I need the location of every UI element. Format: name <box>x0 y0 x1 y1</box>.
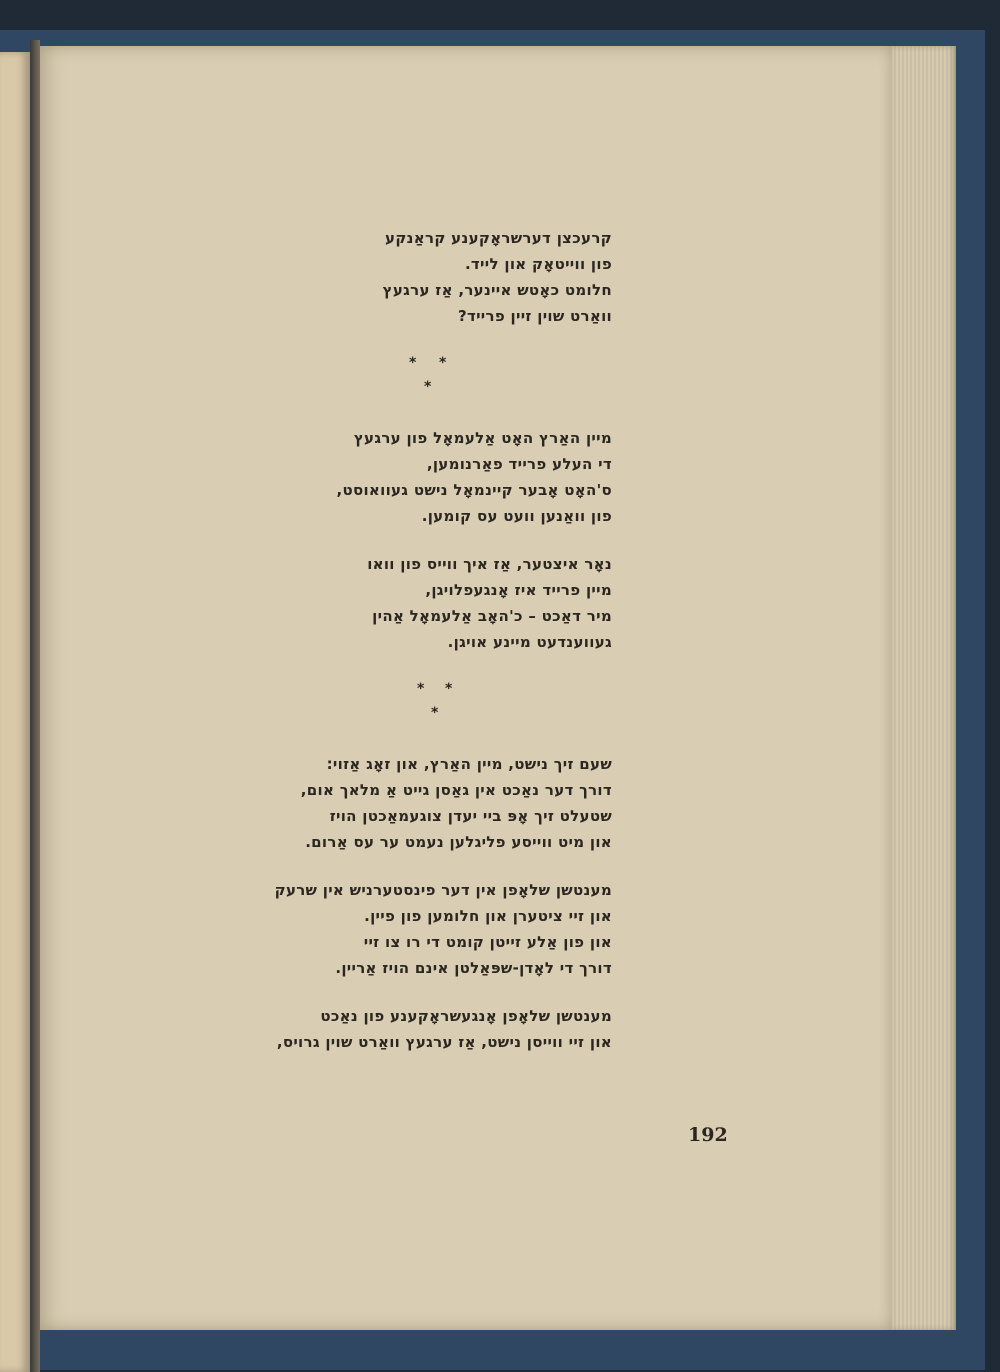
stanza <box>215 551 612 655</box>
poem-line: די העלע פרייד פאַרנומען, <box>426 455 612 473</box>
page-number: 192 <box>688 1124 728 1146</box>
separator-star: * <box>409 355 417 371</box>
separator-star: * <box>431 705 439 721</box>
poem-line: און זיי ציטערן און חלומען פון פיין. <box>364 907 612 925</box>
section-separator <box>215 349 612 425</box>
poem-line: שטעלט זיך אָפּ ביי יעדן צוגעמאַכטן הויז <box>329 807 612 825</box>
poem-line: געווענדעט מיינע אויגן. <box>447 633 612 651</box>
book-gutter <box>30 40 40 1372</box>
separator-star: * <box>424 379 432 395</box>
poem-line: דורך דער נאַכט אין גאַסן גייט אַ מלאך אום, <box>300 781 612 799</box>
poem-line: פון וואַנען וועט עס קומען. <box>421 507 612 525</box>
poem-line: מיר דאַכט – כ'האָב אַלעמאָל אַהין <box>372 607 612 625</box>
poem-line: און זיי ווייסן נישט, אַז ערגעץ וואַרט שוין גרויס, <box>276 1033 612 1051</box>
poem-line: פון ווייטאָק און לייד. <box>464 255 612 273</box>
poem-text <box>215 225 612 1055</box>
poem-line: וואַרט שוין זיין פרייד? <box>457 307 612 325</box>
poem-line: און מיט ווייסע פליגלען נעמט ער עס אַרום. <box>305 833 612 851</box>
poem-line: חלומט כאָטש איינער, אַז ערגעץ <box>382 281 612 299</box>
poem-line: ס'האָט אָבער קיינמאָל נישט געוואוסט, <box>336 481 612 499</box>
separator-star: * <box>439 355 447 371</box>
poem-line: מיין פרייד איז אָנגעפלויגן, <box>425 581 612 599</box>
poem-line: מענטשן שלאָפן אָנגעשראָקענע פון נאַכט <box>320 1007 612 1025</box>
stanza <box>215 877 612 981</box>
stanza <box>215 225 612 329</box>
stanza <box>215 751 612 855</box>
stanza <box>215 425 612 529</box>
poem-line: און פון אַלע זייטן קומט די רו צו זיי <box>363 933 612 951</box>
poem-line: מיין האַרץ האָט אַלעמאָל פון ערגעץ <box>353 429 612 447</box>
separator-star: * <box>417 681 425 697</box>
poem-line: קרעכצן דערשראָקענע קראַנקע <box>385 229 612 247</box>
previous-page-edge <box>0 52 30 1372</box>
stanza <box>215 1003 612 1055</box>
poem-line: נאָר איצטער, אַז איך ווייס פון וואו <box>367 555 612 573</box>
section-separator <box>215 675 612 751</box>
page-block-edges <box>892 46 956 1330</box>
poem-line: שעם זיך נישט, מיין האַרץ, און זאָג אַזוי: <box>326 755 612 773</box>
poem-line: דורך די לאָדן-שפּאַלטן אינם הויז אַריין. <box>335 959 612 977</box>
poem-line: מענטשן שלאָפן אין דער פינסטערניש אין שרעק <box>274 881 612 899</box>
separator-star: * <box>445 681 453 697</box>
